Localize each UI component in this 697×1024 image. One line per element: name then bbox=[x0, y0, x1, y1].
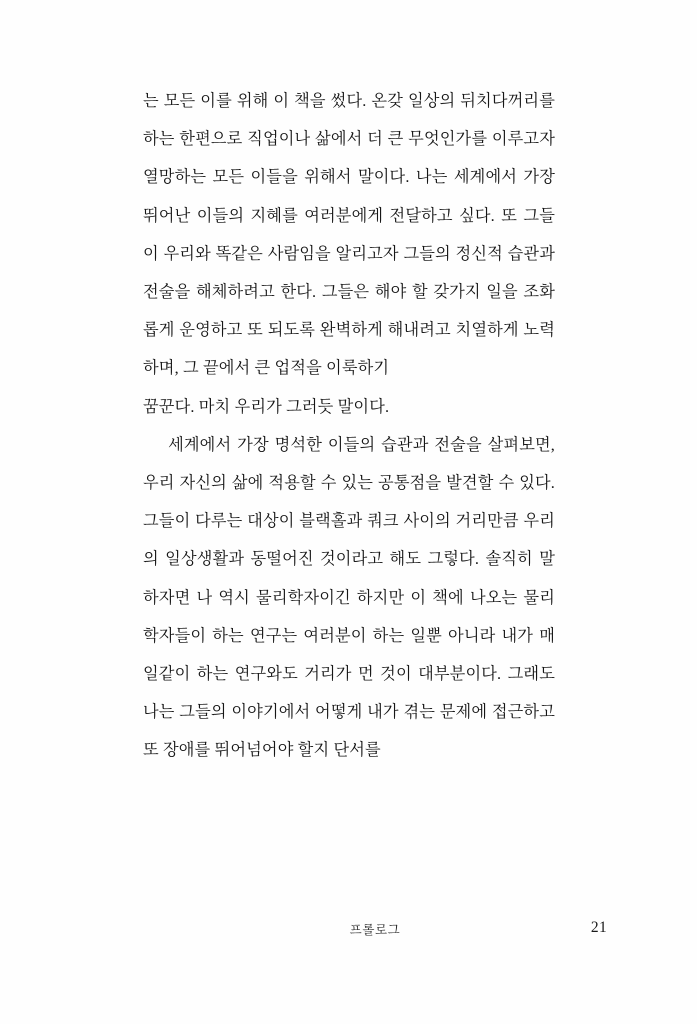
paragraph-continued-last-line: 꿈꾼다. 마치 우리가 그러듯 말이다. bbox=[143, 397, 390, 416]
running-footer-label: 프롤로그 bbox=[349, 923, 401, 937]
paragraph-second-text: 세계에서 가장 명석한 이들의 습관과 전술을 살펴보면, 우리 자신의 삶에 적용할 수 있는 공통점을 발견할 수 있다. 그들이 다루는 대상이 블랙홀과 쿼크 사이의 거리만큼 우리의 일상생활과 동떨어진 것이라고 해도 그렇다. 솔직히 말하자면 나 역시 물리학자이긴 하지만 이 책에 나오는 물리학자들이 하는 연구는 여러분이 하는 일뿐 아니라 내가 매일같이 하는 연구와도 거리가 먼 것이 대부분이다. 그래도 나는 그들의 이야기에서 어떻게 내가 겪는 문제에 접근하고 또 장애를 뛰어넘어야 할지 단서를 bbox=[143, 435, 555, 760]
paragraph-continued-text: 는 모든 이를 위해 이 책을 썼다. 온갖 일상의 뒤치다꺼리를 하는 한편으로 직업이나 삶에서 더 큰 무엇인가를 이루고자 열망하는 모든 이들을 위해서 말이다. 나는 세계에서 가장 뛰어난 이들의 지혜를 여러분에게 전달하고 싶다. 또 그들이 우리와 똑같은 사람임을 알리고자 그들의 정신적 습관과 전술을 해체하려고 한다. 그들은 해야 할 갖가지 일을 조화롭게 운영하고 또 되도록 완벽하게 해내려고 치열하게 노력하며, 그 끝에서 큰 업적을 이룩하기 bbox=[143, 92, 555, 378]
page-number: 21 bbox=[590, 919, 607, 936]
paragraph-continued bbox=[143, 82, 555, 426]
page-footer bbox=[143, 920, 607, 944]
body-text-column bbox=[143, 82, 555, 770]
paragraph-second bbox=[143, 426, 555, 770]
